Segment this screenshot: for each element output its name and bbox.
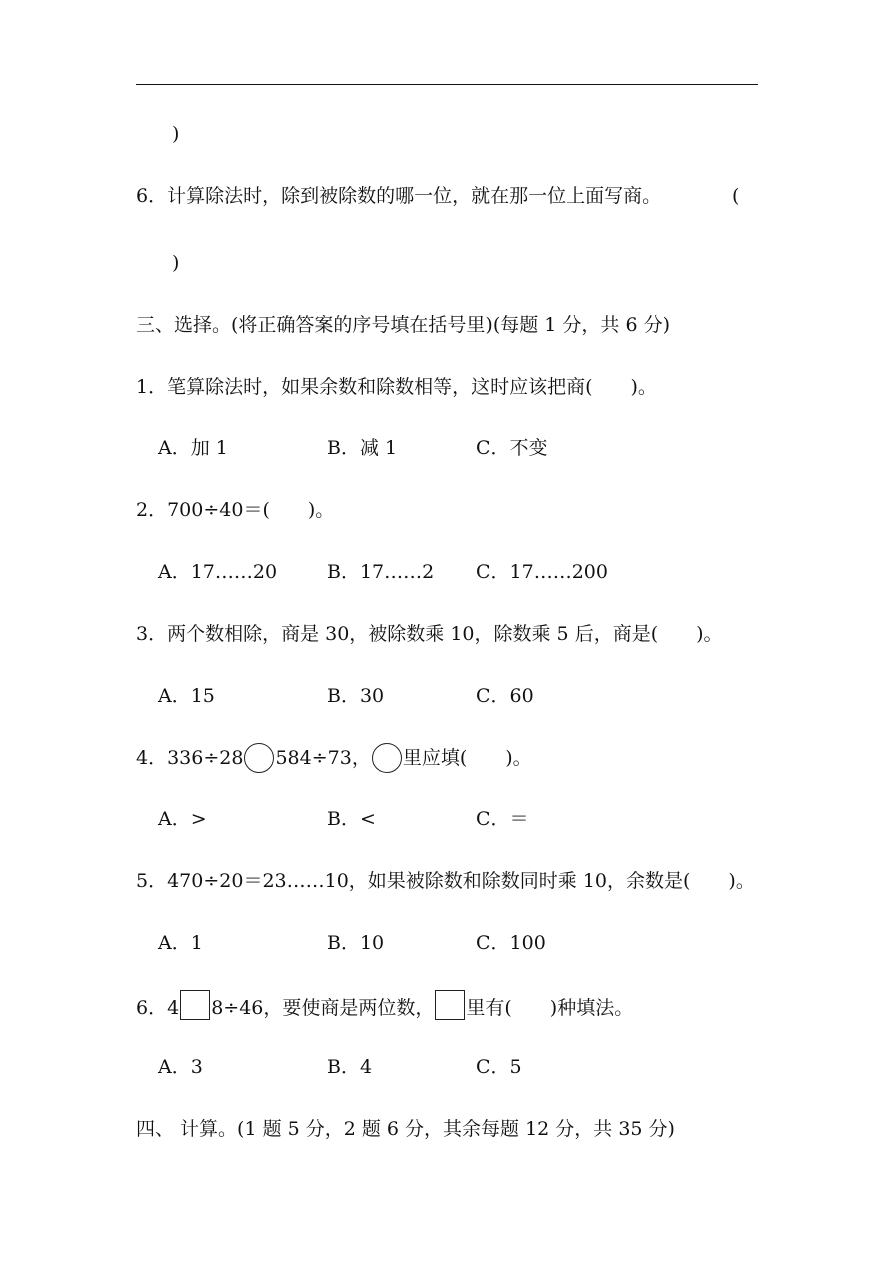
q4-option-a: A．> (158, 808, 207, 830)
q5-option-b: B．10 (327, 932, 385, 954)
q2-option-a: A．17……20 (158, 561, 278, 583)
q3-option-c: C．60 (476, 685, 534, 707)
judge-question-6: 6．计算除法时，除到被除数的哪一位，就在那一位上面写商。 (136, 185, 662, 207)
q2-option-b: B．17……2 (327, 561, 435, 583)
q6-option-c: C．5 (476, 1056, 522, 1078)
q1-option-c: C．不变 (476, 437, 548, 459)
top-rule (136, 84, 758, 85)
judge-question-6-paren-close: ) (172, 252, 180, 274)
section-3-title: 三、选择。(将正确答案的序号填在括号里)(每题 1 分，共 6 分) (136, 314, 670, 336)
digit-box-blank (180, 990, 210, 1020)
q6-text-part-2: 8÷46，要使商是两位数， (211, 997, 435, 1019)
q1-option-b: B．减 1 (327, 437, 398, 459)
q5-option-a: A．1 (158, 932, 203, 954)
q4-option-c: C．＝ (476, 808, 529, 830)
circle-blank-reference (372, 743, 402, 773)
choice-question-4 (136, 743, 532, 773)
q6-text-part-1: 6．4 (136, 997, 180, 1019)
q6-text-part-3: 里有( )种填法。 (466, 997, 634, 1019)
q3-option-b: B．30 (327, 685, 385, 707)
choice-question-5: 5．470÷20＝23……10，如果被除数和除数同时乘 10，余数是( )。 (136, 870, 755, 892)
q3-option-a: A．15 (158, 685, 215, 707)
q2-option-c: C．17……200 (476, 561, 608, 583)
choice-question-3: 3．两个数相除，商是 30，被除数乘 10，除数乘 5 后，商是( )。 (136, 623, 723, 645)
choice-question-6 (136, 990, 633, 1020)
q4-option-b: B．< (327, 808, 376, 830)
q5-option-c: C．100 (476, 932, 546, 954)
choice-question-1: 1．笔算除法时，如果余数和除数相等，这时应该把商( )。 (136, 376, 657, 398)
q6-option-b: B．4 (327, 1056, 373, 1078)
q4-text-part-3: 里应填( )。 (402, 747, 532, 769)
q6-option-a: A．3 (158, 1056, 203, 1078)
q1-option-a: A．加 1 (158, 437, 228, 459)
q4-text-part-1: 4．336÷28 (136, 747, 244, 769)
box-blank-reference (435, 990, 465, 1020)
comparison-circle-blank (244, 743, 274, 773)
q4-text-part-2: 584÷73， (275, 747, 371, 769)
judge-question-6-paren-open: ( (732, 185, 740, 207)
section-4-title: 四、 计算。(1 题 5 分，2 题 6 分，其余每题 12 分，共 35 分) (136, 1118, 675, 1140)
choice-question-2: 2．700÷40＝( )。 (136, 499, 335, 521)
previous-question-paren-close: ) (172, 123, 180, 145)
